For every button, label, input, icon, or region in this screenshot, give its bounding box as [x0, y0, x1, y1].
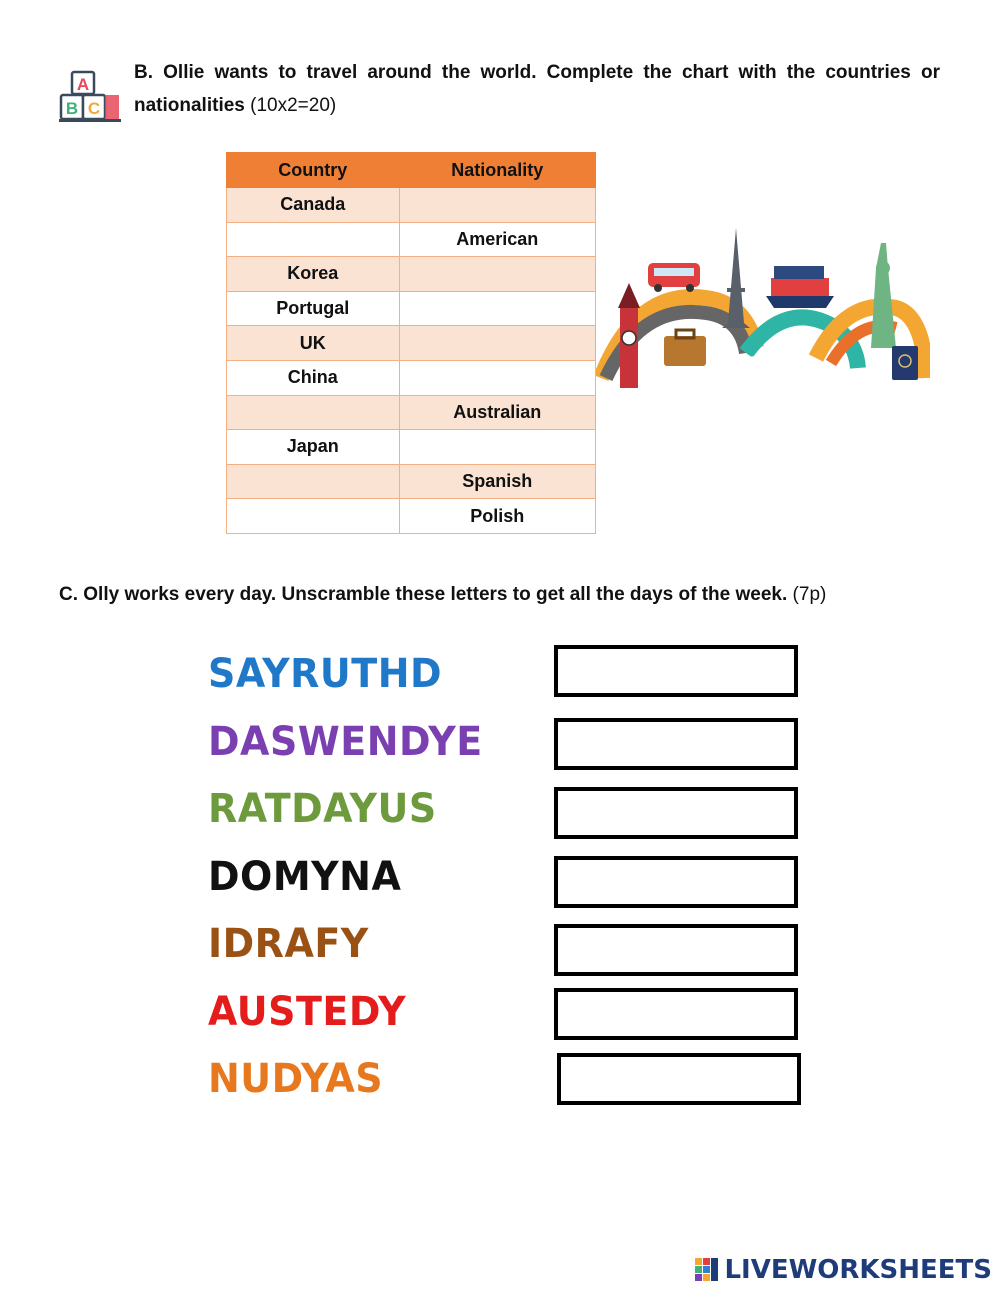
table-row — [227, 257, 596, 292]
section-b-instruction — [134, 56, 940, 122]
nationality-answer-cell[interactable] — [399, 360, 596, 395]
scrambled-word: NUDYAS — [208, 1055, 384, 1102]
scrambled-word: RATDAYUS — [208, 785, 437, 832]
answer-box[interactable] — [554, 856, 798, 908]
section-b-points: (10x2=20) — [250, 95, 337, 116]
scrambled-word: DASWENDYE — [208, 718, 483, 765]
nationality-answer-cell[interactable] — [399, 430, 596, 465]
nationality-cell: Spanish — [399, 464, 596, 499]
country-cell: Japan — [227, 430, 400, 465]
scrambled-word: AUSTEDY — [208, 988, 407, 1035]
answer-box[interactable] — [554, 924, 798, 976]
country-cell: China — [227, 360, 400, 395]
logo-text: LIVEWORKSHEETS — [724, 1255, 992, 1285]
svg-text:B: B — [65, 99, 79, 118]
section-b-heading: B. Ollie wants to travel around the world. Complete the chart with the countries or nationalities — [134, 62, 940, 116]
nationality-answer-cell[interactable] — [399, 257, 596, 292]
section-c-points: (7p) — [792, 584, 827, 605]
country-answer-cell[interactable] — [227, 222, 400, 257]
table-row — [227, 395, 596, 430]
scrambled-word: IDRAFY — [208, 920, 369, 967]
header-country: Country — [227, 153, 400, 188]
travel-landmarks-illustration — [596, 228, 930, 402]
section-c-instruction — [59, 583, 826, 607]
scrambled-word: DOMYNA — [208, 853, 402, 900]
scrambled-word: SAYRUTHD — [208, 650, 443, 697]
svg-text:A: A — [76, 75, 90, 94]
section-c-heading: C. Olly works every day. Unscramble these letters to get all the days of the week. — [59, 584, 788, 605]
table-row — [227, 499, 596, 534]
answer-box[interactable] — [554, 645, 798, 697]
answer-box[interactable] — [554, 718, 798, 770]
country-answer-cell[interactable] — [227, 395, 400, 430]
country-cell: Canada — [227, 188, 400, 223]
abc-blocks-icon — [58, 68, 122, 124]
country-answer-cell[interactable] — [227, 464, 400, 499]
country-cell: Korea — [227, 257, 400, 292]
nationality-cell: Australian — [399, 395, 596, 430]
country-answer-cell[interactable] — [227, 499, 400, 534]
liveworksheets-logo — [694, 1254, 992, 1286]
table-row — [227, 291, 596, 326]
country-cell: Portugal — [227, 291, 400, 326]
table-row — [227, 430, 596, 465]
answer-box[interactable] — [557, 1053, 801, 1105]
nationality-cell: American — [399, 222, 596, 257]
svg-text:C: C — [87, 99, 101, 118]
country-nationality-table — [226, 152, 596, 534]
table-row — [227, 464, 596, 499]
table-row — [227, 360, 596, 395]
header-nationality: Nationality — [399, 153, 596, 188]
nationality-cell: Polish — [399, 499, 596, 534]
nationality-answer-cell[interactable] — [399, 291, 596, 326]
answer-box[interactable] — [554, 787, 798, 839]
table-row — [227, 326, 596, 361]
nationality-answer-cell[interactable] — [399, 188, 596, 223]
table-row — [227, 188, 596, 223]
country-cell: UK — [227, 326, 400, 361]
answer-box[interactable] — [554, 988, 798, 1040]
table-header-row — [227, 153, 596, 188]
liveworksheets-logo-icon — [694, 1257, 720, 1283]
nationality-answer-cell[interactable] — [399, 326, 596, 361]
table-row — [227, 222, 596, 257]
